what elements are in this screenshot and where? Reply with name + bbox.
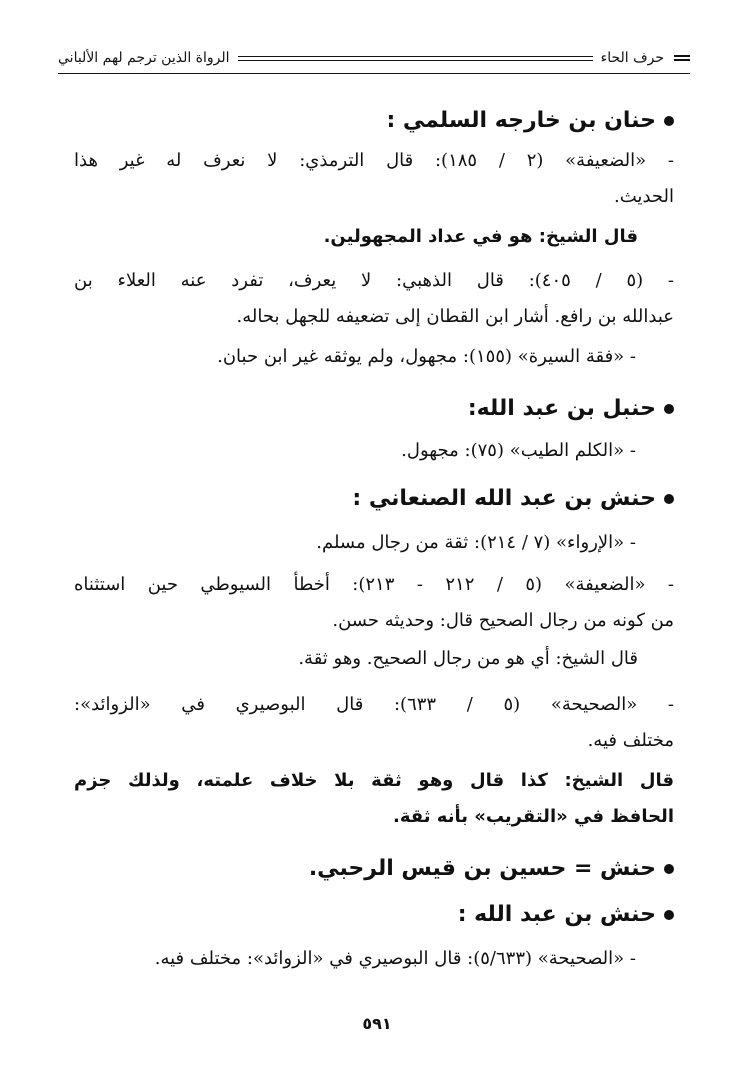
text-line: - «الضعيفة» (٢ / ١٨٥): قال الترمذي: لا نعرف له غير هذا — [74, 150, 674, 171]
text-line: - «الإرواء» (٧ / ٢١٤): ثقة من رجال مسلم. — [316, 532, 636, 553]
bullet-icon — [664, 864, 674, 874]
text-line: - (٥ / ٤٠٥): قال الذهبي: لا يعرف، تفرد عنه العلاء بن — [74, 270, 674, 291]
entry-title — [468, 396, 674, 421]
text-line: الحديث. — [614, 186, 674, 207]
entry-title-text: حنش = حسين بن قيس الرحبي. — [308, 856, 656, 881]
text-line: - «الصحيحة» (٥/٦٣٣): قال البوصيري في «الزوائد»: مختلف فيه. — [154, 948, 636, 969]
entry-title — [386, 108, 674, 133]
page-number: ٥٩١ — [362, 1014, 392, 1033]
entry-title — [352, 486, 674, 511]
header-rule — [58, 73, 690, 74]
sheikh-comment: قال الشيخ: هو في عداد المجهولين. — [323, 226, 638, 247]
entry-title-text: حنش بن عبد الله الصنعاني : — [352, 486, 656, 511]
entry-title-text: حنان بن خارجه السلمي : — [386, 108, 656, 133]
header-divider — [238, 56, 593, 61]
text-line: مختلف فيه. — [587, 730, 674, 751]
running-header — [58, 44, 690, 72]
text-line: قال الشيخ: أي هو من رجال الصحيح. وهو ثقة. — [298, 648, 638, 669]
header-section-title: حرف الحاء — [600, 50, 664, 66]
text-line: من كونه من رجال الصحيح قال: وحديثه حسن. — [332, 610, 674, 631]
text-line: - «الضعيفة» (٥ / ٢١٢ - ٢١٣): أخطأ السيوطي حين استثناه — [74, 574, 674, 595]
text-line: عبدالله بن رافع. أشار ابن القطان إلى تضعيفه للجهل بحاله. — [236, 306, 674, 327]
entry-title-text: حنبل بن عبد الله: — [467, 396, 656, 421]
text-line: - «الكلم الطيب» (٧٥): مجهول. — [401, 440, 636, 461]
bullet-icon — [664, 494, 674, 504]
entry-title-text: حنش بن عبد الله : — [457, 902, 656, 927]
text-line: - «الصحيحة» (٥ / ٦٣٣): قال البوصيري في «الزوائد»: — [74, 694, 674, 715]
sheikh-comment: قال الشيخ: كذا قال وهو ثقة بلا خلاف علمته، ولذلك جزم — [74, 770, 674, 791]
bullet-icon — [664, 116, 674, 126]
header-double-dash-icon — [674, 53, 690, 63]
entry-title — [309, 856, 674, 881]
entry-title — [458, 902, 674, 927]
sheikh-comment: الحافظ في «التقريب» بأنه ثقة. — [393, 806, 674, 827]
text-line: - «فقة السيرة» (١٥٥): مجهول، ولم يوثقه غير ابن حبان. — [217, 346, 636, 367]
bullet-icon — [664, 404, 674, 414]
header-book-title: الرواة الذين ترجم لهم الألباني — [58, 50, 230, 66]
bullet-icon — [664, 910, 674, 920]
